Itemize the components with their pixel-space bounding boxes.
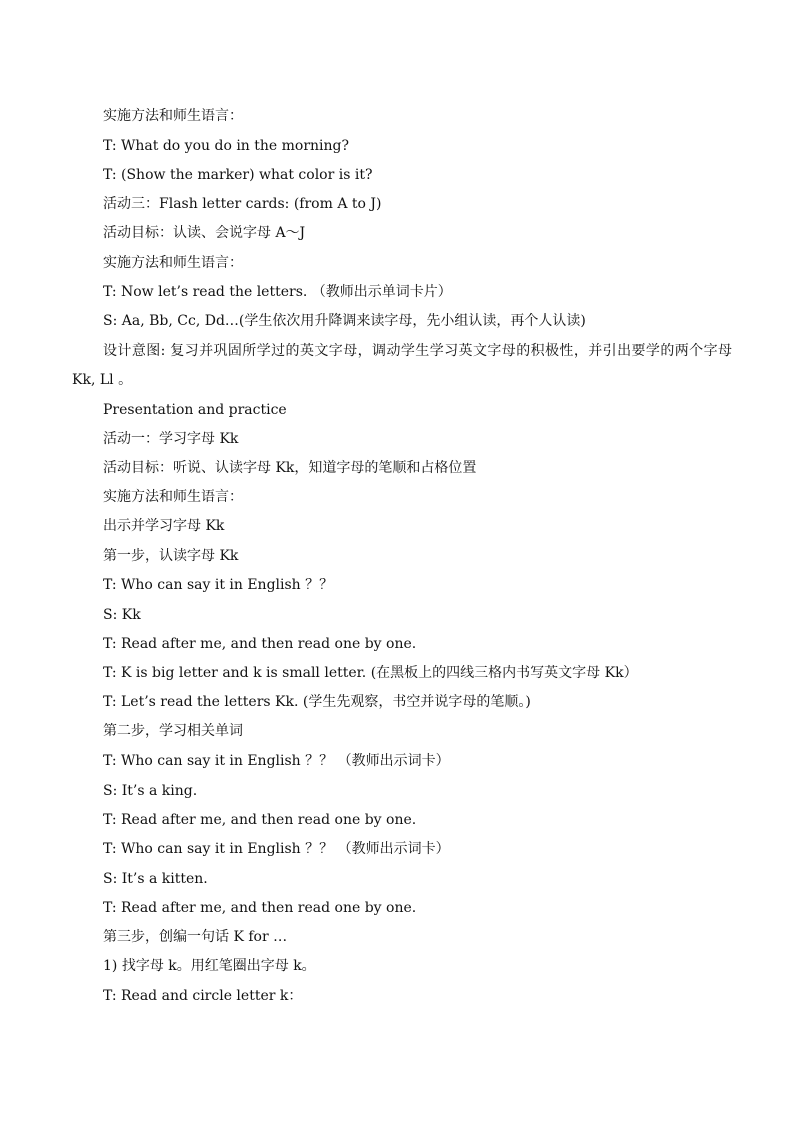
text-line: T: (Show the marker) what color is it? xyxy=(103,167,373,183)
text-line: S: It’s a king. xyxy=(103,783,198,799)
text-line: 活动目标：认读、会说字母 A～J xyxy=(103,225,306,241)
text-line: T: What do you do in the morning? xyxy=(103,138,350,154)
text-line: T: Let’s read the letters Kk. (学生先观察，书空并说字母的笔顺。) xyxy=(103,694,531,710)
text-line: S: Aa, Bb, Cc, Dd…(学生依次用升降调来读字母，先小组认读，再个人认读) xyxy=(103,313,586,329)
text-line: T: Who can say it in English ？？ （教师出示词卡） xyxy=(103,841,450,857)
text-line: 活动三：Flash letter cards: (from A to J) xyxy=(103,196,382,212)
design-intent-paragraph: 设计意图: 复习并巩固所学过的英文字母，调动学生学习英文字母的积极性，并引出要学的两个字母 Kk, Ll 。 xyxy=(72,343,732,388)
text-line: 活动目标：听说、认读字母 Kk，知道字母的笔顺和占格位置 xyxy=(103,460,477,476)
text-line: 实施方法和师生语言： xyxy=(103,489,243,505)
text-line: S: It’s a kitten. xyxy=(103,871,208,887)
text-line: T: Read and circle letter k： xyxy=(103,988,303,1004)
text-line: 第二步，学习相关单词 xyxy=(103,723,243,739)
text-line: T: Read after me, and then read one by one. xyxy=(103,900,417,916)
text-line: 第三步，创编一句话 K for … xyxy=(103,929,288,945)
text-line: 实施方法和师生语言： xyxy=(103,108,243,124)
text-line: T: Read after me, and then read one by one. xyxy=(103,812,417,828)
text-line: T: Who can say it in English ？？ xyxy=(103,577,334,593)
text-line: 第一步，认读字母 Kk xyxy=(103,548,239,564)
text-line: T: Now let’s read the letters. （教师出示单词卡片） xyxy=(103,284,452,300)
text-line: T: Read after me, and then read one by one. xyxy=(103,636,417,652)
text-line: 实施方法和师生语言： xyxy=(103,255,243,271)
text-line: T: K is big letter and k is small letter. (在黑板上的四线三格内书写英文字母 Kk） xyxy=(103,665,638,681)
section-heading: Presentation and practice xyxy=(103,402,287,418)
text-line: 活动一：学习字母 Kk xyxy=(103,431,239,447)
text-line: 1) 找字母 k。用红笔圈出字母 k。 xyxy=(103,958,316,974)
text-line: S: Kk xyxy=(103,607,141,623)
text-line: T: Who can say it in English ？？ （教师出示词卡） xyxy=(103,753,450,769)
text-line: 出示并学习字母 Kk xyxy=(103,518,225,534)
